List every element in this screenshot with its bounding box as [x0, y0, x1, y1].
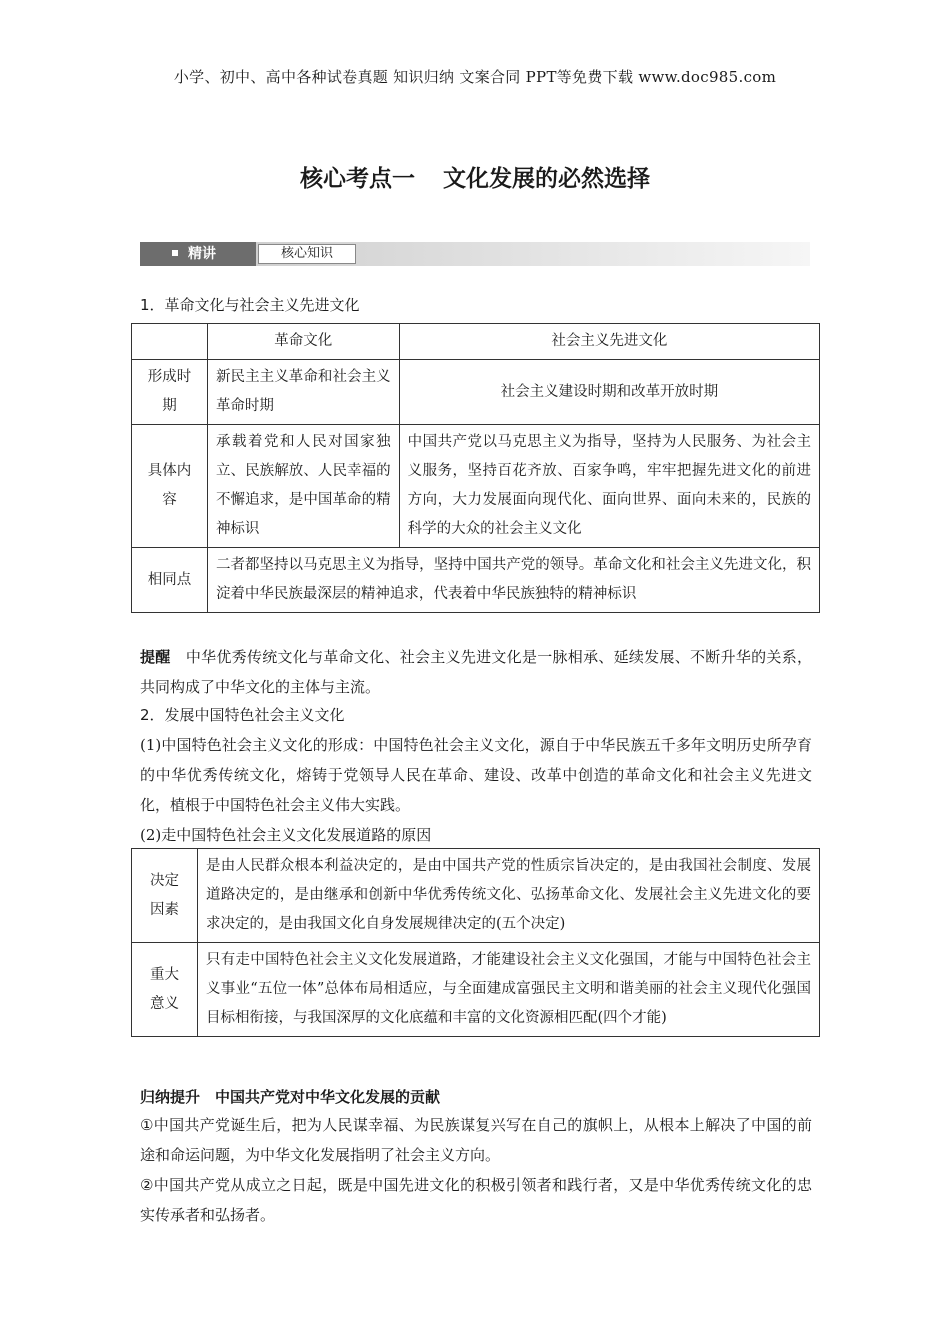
row-header: 相同点 — [132, 548, 208, 613]
summary-paragraph2: ②中国共产党从成立之日起，既是中国先进文化的积极引领者和践行者，又是中华优秀传统文化的忠实传承者和弘扬者。 — [140, 1176, 812, 1224]
section1-heading: 1．革命文化与社会主义先进文化 — [140, 296, 360, 314]
title-part1: 核心考点一 — [300, 166, 415, 192]
row-header: 决定因素 — [132, 849, 198, 943]
section2-heading: 2．发展中国特色社会主义文化 — [140, 706, 345, 724]
reasons-table — [131, 848, 820, 1037]
table-row — [132, 425, 820, 548]
row-header: 形成时期 — [132, 360, 208, 425]
table-row — [132, 943, 820, 1037]
table-cell: 社会主义建设时期和改革开放时期 — [399, 360, 819, 425]
table-cell-empty — [132, 324, 208, 360]
table-cell: 中国共产党以马克思主义为指导，坚持为人民服务、为社会主义服务，坚持百花齐放、百家争鸣，牢牢把握先进文化的前进方向，大力发展面向现代化、面向世界、面向未来的，民族的科学的大众的社会主义文化 — [399, 425, 819, 548]
section2-paragraph2: (2)走中国特色社会主义文化发展道路的原因 — [140, 826, 432, 844]
section-banner — [140, 242, 810, 266]
reminder-label: 提醒 — [140, 648, 171, 666]
page-header: 小学、初中、高中各种试卷真题 知识归纳 文案合同 PPT等免费下载 www.doc985.com — [173, 68, 777, 86]
summary-paragraph1: ①中国共产党诞生后，把为人民谋幸福、为民族谋复兴写在自己的旗帜上，从根本上解决了中国的前途和命运问题，为中华文化发展指明了社会主义方向。 — [140, 1116, 812, 1164]
row-header: 具体内容 — [132, 425, 208, 548]
table-header: 革命文化 — [207, 324, 399, 360]
culture-comparison-table — [131, 323, 820, 613]
table-cell: 新民主主义革命和社会主义革命时期 — [207, 360, 399, 425]
row-header: 重大意义 — [132, 943, 198, 1037]
banner-tab — [140, 242, 256, 266]
table-row — [132, 324, 820, 360]
banner-tab-label: 精讲 — [188, 246, 216, 262]
table-cell: 承载着党和人民对国家独立、民族解放、人民幸福的不懈追求，是中国革命的精神标识 — [207, 425, 399, 548]
table-cell: 是由人民群众根本利益决定的，是由中国共产党的性质宗旨决定的，是由我国社会制度、发展道路决定的，是由继承和创新中华优秀传统文化、弘扬革命文化、发展社会主义先进文化的要求决定的，是由我国文化自身发展规律决定的(五个决定) — [197, 849, 819, 943]
square-icon — [172, 250, 178, 256]
title-part2: 文化发展的必然选择 — [443, 166, 650, 192]
table-cell: 只有走中国特色社会主义文化发展道路，才能建设社会主义文化强国，才能与中国特色社会主义事业“五位一体”总体布局相适应，与全面建成富强民主文明和谐美丽的社会主义现代化强国目标相衔接，与我国深厚的文化底蕴和丰富的文化资源相匹配(四个才能) — [197, 943, 819, 1037]
reminder-paragraph — [140, 642, 812, 702]
table-row — [132, 548, 820, 613]
banner-label: 核心知识 — [258, 244, 356, 264]
reminder-text: 中华优秀传统文化与革命文化、社会主义先进文化是一脉相承、延续发展、不断升华的关系，共同构成了中华文化的主体与主流。 — [140, 648, 812, 696]
page-title — [0, 160, 950, 193]
table-row — [132, 360, 820, 425]
table-header: 社会主义先进文化 — [399, 324, 819, 360]
summary-heading: 归纳提升 中国共产党对中华文化发展的贡献 — [140, 1088, 441, 1106]
table-cell: 二者都坚持以马克思主义为指导，坚持中国共产党的领导。革命文化和社会主义先进文化，积淀着中华民族最深层的精神追求，代表着中华民族独特的精神标识 — [207, 548, 819, 613]
table-row — [132, 849, 820, 943]
section2-paragraph1: (1)中国特色社会主义文化的形成：中国特色社会主义文化，源自于中华民族五千多年文明历史所孕育的中华优秀传统文化，熔铸于党领导人民在革命、建设、改革中创造的革命文化和社会主义先进文化，植根于中国特色社会主义伟大实践。 — [140, 736, 812, 814]
